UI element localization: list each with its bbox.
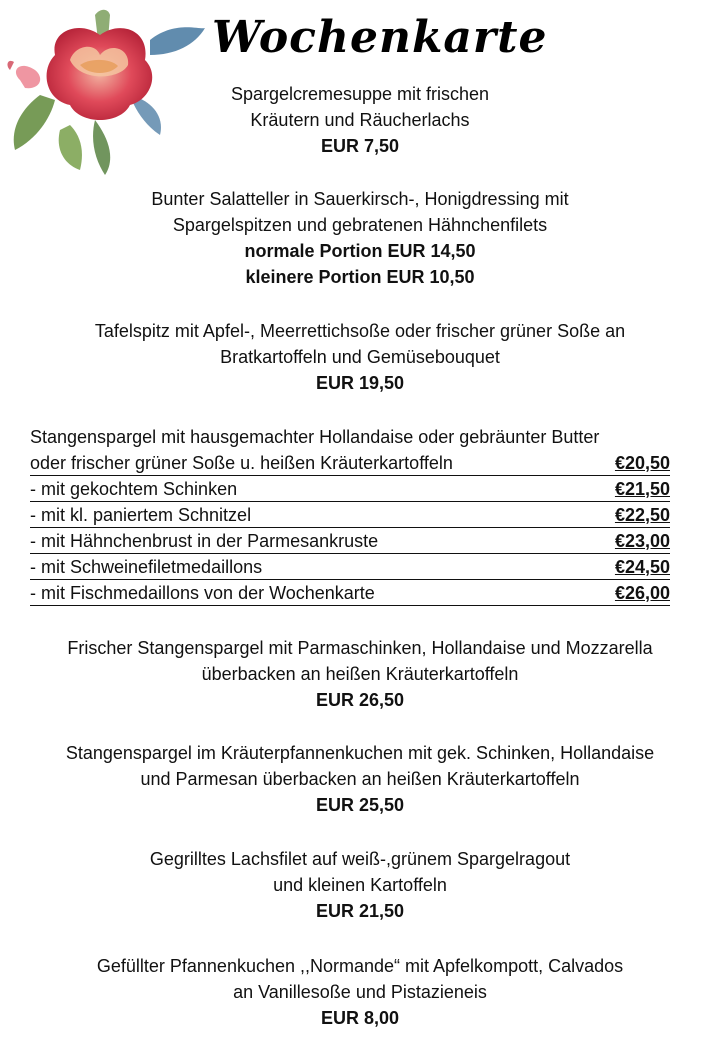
- price-row-label: - mit Hähnchenbrust in der Parmesankruste: [30, 531, 379, 551]
- price-row: [30, 476, 670, 502]
- dish-description-line: Frischer Stangenspargel mit Parmaschinken, Hollandaise und Mozzarella: [67, 638, 653, 658]
- page-title: Wochenkarte: [212, 12, 548, 63]
- dish-item: [0, 186, 720, 290]
- price-row-label: - mit gekochtem Schinken: [30, 479, 238, 499]
- dish-description-line: Tafelspitz mit Apfel-, Meerrettichsoße oder frischer grüner Soße an: [94, 321, 626, 341]
- price-row-label: oder frischer grüner Soße u. heißen Kräuterkartoffeln: [30, 453, 453, 473]
- price-row: [30, 502, 670, 528]
- dish-price: EUR 7,50: [320, 136, 400, 156]
- asparagus-intro: Stangenspargel mit hausgemachter Hollandaise oder gebräunter Butter: [30, 427, 600, 447]
- dish-description-line: Gegrilltes Lachsfilet auf weiß-,grünem Spargelragout: [149, 849, 571, 869]
- dish-description-line: und kleinen Kartoffeln: [273, 875, 447, 895]
- dish-price: EUR 19,50: [315, 373, 405, 393]
- dish-description-line: Bratkartoffeln und Gemüsebouquet: [220, 347, 500, 367]
- asparagus-price-list: [30, 424, 670, 606]
- dish-item: [0, 318, 720, 396]
- dish-description-line: Spargelcremesuppe mit frischen: [230, 84, 490, 104]
- dish-description-line: an Vanillesoße und Pistazieneis: [233, 982, 487, 1002]
- price-row-label: - mit Fischmedaillons von der Wochenkarte: [30, 583, 375, 603]
- price-row-price: €21,50: [614, 479, 670, 499]
- dish-description-line: Bunter Salatteller in Sauerkirsch-, Honigdressing mit: [151, 189, 569, 209]
- price-row-price: €24,50: [614, 557, 670, 577]
- price-row: [30, 528, 670, 554]
- price-row: [30, 450, 670, 476]
- price-row-price: €23,00: [614, 531, 670, 551]
- dish-item: [0, 846, 720, 924]
- dish-item: [0, 953, 720, 1031]
- price-row-price: €20,50: [614, 453, 670, 473]
- dish-item: [0, 740, 720, 818]
- price-row-price: €26,00: [614, 583, 670, 603]
- price-row: [30, 554, 670, 580]
- dish-description-line: Gefüllter Pfannenkuchen ,,Normande“ mit Apfelkompott, Calvados: [96, 956, 624, 976]
- dish-price: EUR 26,50: [315, 690, 405, 710]
- dish-item: [0, 81, 720, 159]
- price-row-label: - mit Schweinefiletmedaillons: [30, 557, 263, 577]
- dish-item: [0, 635, 720, 713]
- dish-description-line: Kräutern und Räucherlachs: [250, 110, 470, 130]
- dish-price: EUR 8,00: [320, 1008, 400, 1028]
- price-row: [30, 580, 670, 606]
- dish-price: EUR 21,50: [315, 901, 405, 921]
- price-row-price: €22,50: [614, 505, 670, 525]
- dish-description-line: überbacken an heißen Kräuterkartoffeln: [201, 664, 519, 684]
- dish-description-line: Spargelspitzen und gebratenen Hähnchenfilets: [172, 215, 548, 235]
- dish-description-line: Stangenspargel im Kräuterpfannenkuchen mit gek. Schinken, Hollandaise: [65, 743, 655, 763]
- price-row-label: - mit kl. paniertem Schnitzel: [30, 505, 252, 525]
- dish-price: kleinere Portion EUR 10,50: [245, 267, 475, 287]
- dish-price: EUR 25,50: [315, 795, 405, 815]
- dish-price: normale Portion EUR 14,50: [244, 241, 476, 261]
- dish-description-line: und Parmesan überbacken an heißen Kräuterkartoffeln: [140, 769, 580, 789]
